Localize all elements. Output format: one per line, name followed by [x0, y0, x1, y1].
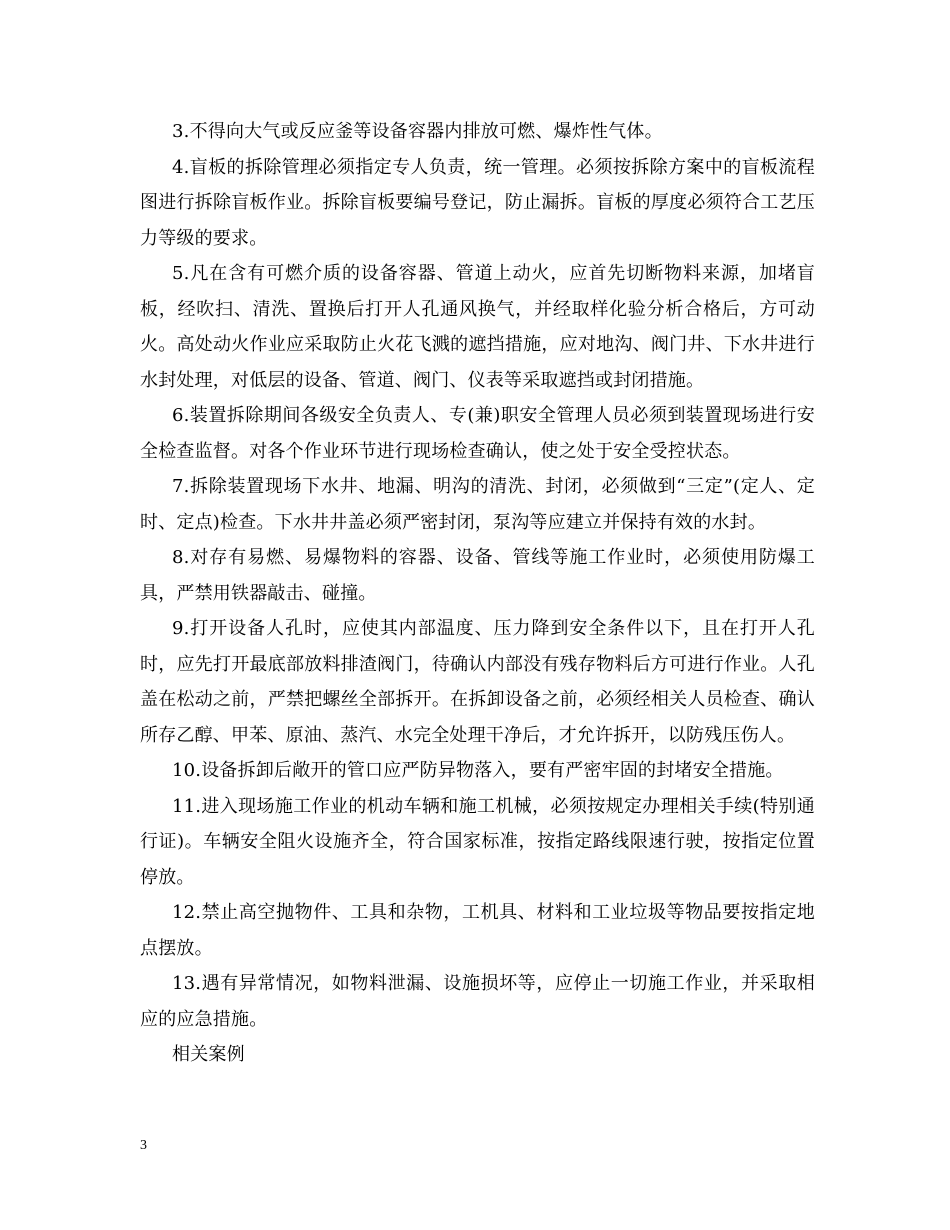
section-heading-related-cases: 相关案例: [172, 1044, 245, 1065]
paragraph-item-10: 10.设备拆卸后敞开的管口应严防异物落入，要有严密牢固的封堵安全措施。: [172, 760, 784, 781]
paragraph-item-3: 3.不得向大气或反应釜等设备容器内排放可燃、爆炸性气体。: [172, 121, 663, 142]
paragraph-item-7: 7.拆除装置现场下水井、地漏、明沟的清洗、封闭，必须做到“三定”(定人、定时、定点)检查。下水井井盖必须严密封闭，泵沟等应建立并保持有效的水封。: [140, 476, 815, 533]
paragraph-item-9: 9.打开设备人孔时，应使其内部温度、压力降到安全条件以下，且在打开人孔时，应先打开最底部放料排渣阀门，待确认内部没有残存物料后方可进行作业。人孔盖在松动之前，严禁把螺丝全部拆开。在拆卸设备之前，必须经相关人员检查、确认所存乙醇、甲苯、原油、蒸汽、水完全处理干净后，才允许拆开，以防残压伤人。: [140, 618, 815, 746]
document-body: [140, 114, 815, 1073]
paragraph-item-12: 12.禁止高空抛物件、工具和杂物，工机具、材料和工业垃圾等物品要按指定地点摆放。: [140, 902, 815, 959]
paragraph-item-11: 11.进入现场施工作业的机动车辆和施工机械，必须按规定办理相关手续(特别通行证)。车辆安全阻火设施齐全，符合国家标准，按指定路线限速行驶，按指定位置停放。: [140, 795, 815, 888]
paragraph-item-6: 6.装置拆除期间各级安全负责人、专(兼)职安全管理人员必须到装置现场进行安全检查监督。对各个作业环节进行现场检查确认，使之处于安全受控状态。: [140, 405, 815, 462]
paragraph-item-5: 5.凡在含有可燃介质的设备容器、管道上动火，应首先切断物料来源，加堵盲板，经吹扫、清洗、置换后打开人孔通风换气，并经取样化验分析合格后，方可动火。高处动火作业应采取防止火花飞溅的遮挡措施，应对地沟、阀门井、下水井进行水封处理，对低层的设备、管道、阀门、仪表等采取遮挡或封闭措施。: [140, 263, 815, 391]
paragraph-item-13: 13.遇有异常情况，如物料泄漏、设施损坏等，应停止一切施工作业，并采取相应的应急措施。: [140, 973, 815, 1030]
paragraph-item-4: 4.盲板的拆除管理必须指定专人负责，统一管理。必须按拆除方案中的盲板流程图进行拆除盲板作业。拆除盲板要编号登记，防止漏拆。盲板的厚度必须符合工艺压力等级的要求。: [140, 156, 815, 249]
page-number: 3: [140, 1138, 147, 1153]
paragraph-item-8: 8.对存有易燃、易爆物料的容器、设备、管线等施工作业时，必须使用防爆工具，严禁用铁器敲击、碰撞。: [140, 547, 815, 604]
